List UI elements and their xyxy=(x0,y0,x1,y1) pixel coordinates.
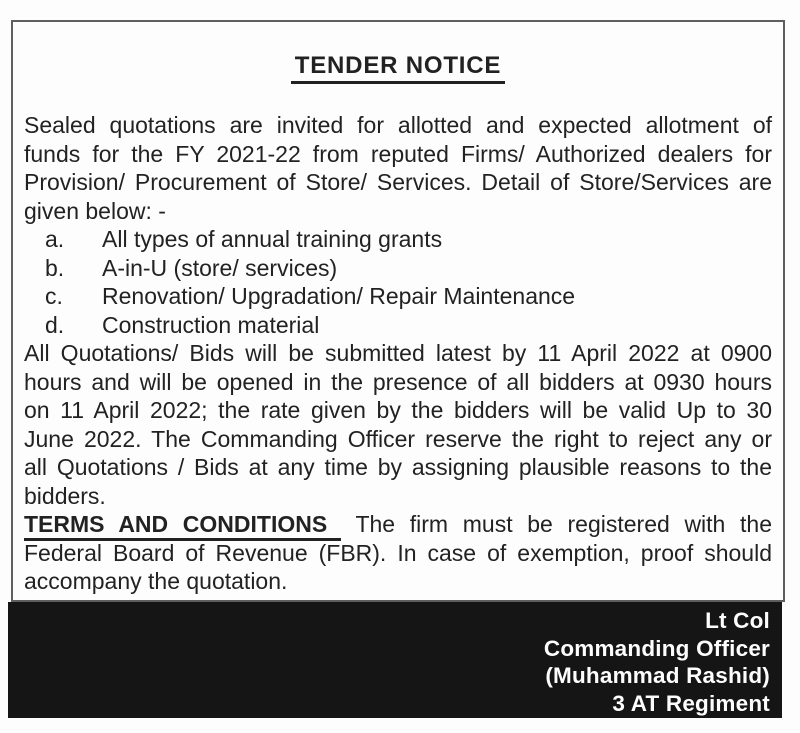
body-line-2: hours and will be opened in the presence of all bidders at 0930 hours xyxy=(24,368,772,395)
list-item-text: A-in-U (store/ services) xyxy=(102,254,338,281)
body-line-1: All Quotations/ Bids will be submitted latest by 11 April 2022 at 0900 xyxy=(24,340,772,367)
signature-rank: Lt Col xyxy=(705,608,770,633)
list-item-text: All types of annual training grants xyxy=(102,226,443,253)
list-item-label: a. xyxy=(45,226,65,253)
signature-bar xyxy=(8,602,782,718)
signature-name: (Muhammad Rashid) xyxy=(545,663,770,688)
intro-line-1: Sealed quotations are invited for allotted and expected allotment of xyxy=(24,112,772,139)
body-line-6: bidders. xyxy=(24,482,106,509)
intro-line-2: funds for the FY 2021-22 from reputed Firms/ Authorized dealers for xyxy=(24,140,772,167)
body-line-4: June 2022. The Commanding Officer reserve the right to reject any or xyxy=(24,425,772,452)
submission-paragraph xyxy=(24,339,772,510)
list-item-label: c. xyxy=(45,283,63,310)
list-item xyxy=(24,225,772,254)
list-item xyxy=(24,254,772,283)
list-item-text: Renovation/ Upgradation/ Repair Maintenance xyxy=(102,283,576,310)
terms-heading: TERMS AND CONDITIONS xyxy=(24,511,341,541)
terms-paragraph xyxy=(24,510,772,596)
list-item xyxy=(24,282,772,311)
intro-line-4: given below: - xyxy=(24,197,166,224)
list-item-text: Construction material xyxy=(102,311,320,338)
terms-line-2: Federal Board of Revenue (FBR). In case of exemption, proof should xyxy=(24,539,772,566)
terms-line-1 xyxy=(24,510,772,539)
list-item-label: b. xyxy=(45,254,65,281)
body-line-3: on 11 April 2022; the rate given by the bidders will be valid Up to 30 xyxy=(24,397,772,424)
intro-line-3: Provision/ Procurement of Store/ Services. Detail of Store/Services are xyxy=(24,169,772,196)
list-item-label: d. xyxy=(45,311,65,338)
notice-border-box xyxy=(11,20,785,602)
notice-title: TENDER NOTICE xyxy=(291,53,505,84)
intro-paragraph xyxy=(24,111,772,225)
title-row xyxy=(24,53,772,84)
list-item xyxy=(24,311,772,340)
terms-text-start: The firm must be registered with the xyxy=(355,511,772,538)
signature-designation: Commanding Officer xyxy=(543,635,770,661)
store-services-list xyxy=(24,225,772,339)
body-line-5: all Quotations / Bids at any time by assigning plausible reasons to the xyxy=(24,454,772,481)
terms-line-3: accompany the quotation. xyxy=(24,568,288,595)
signature-unit: 3 AT Regiment xyxy=(612,690,770,716)
